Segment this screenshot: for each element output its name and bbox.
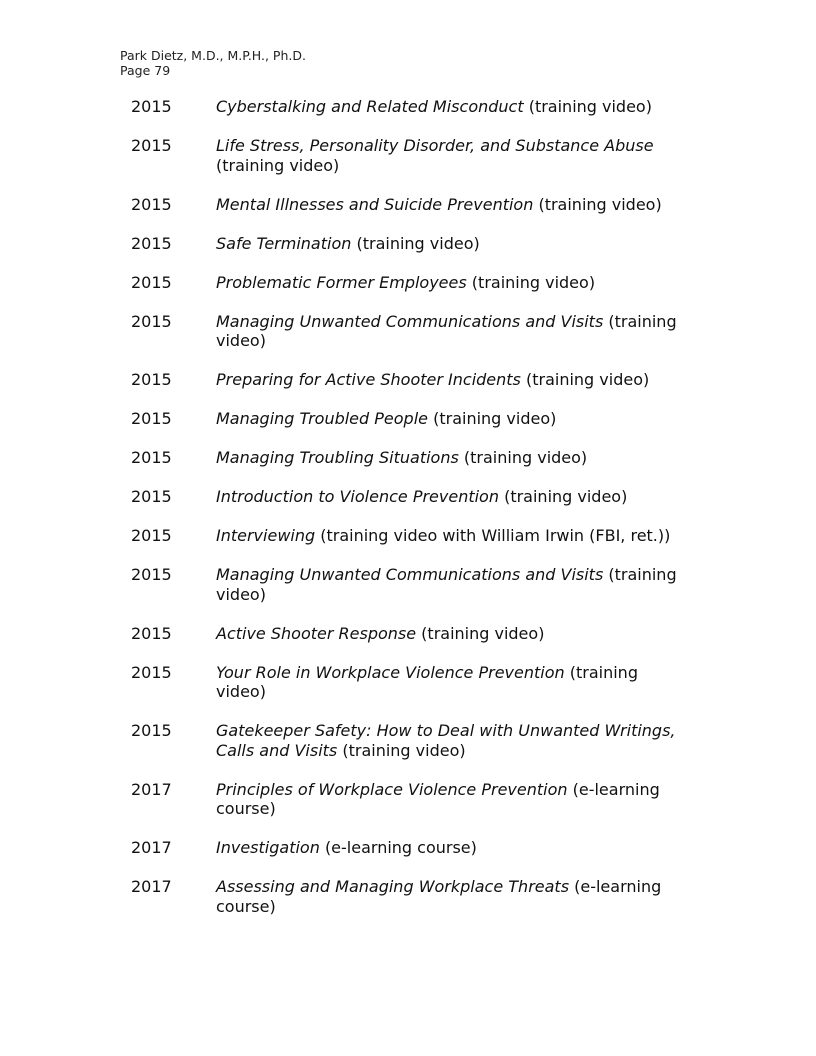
- page-header: [120, 48, 306, 78]
- entry-description: [216, 370, 690, 390]
- entry-description: [216, 409, 690, 429]
- list-item: [131, 136, 721, 175]
- entry-title: Managing Troubling Situations: [216, 448, 459, 468]
- entry-format: (training video): [216, 662, 638, 702]
- list-item: [131, 780, 721, 819]
- entry-title: Gatekeeper Safety: How to Deal with Unwanted Writings, Calls and Visits: [216, 721, 676, 760]
- entry-title: Safe Termination: [216, 233, 352, 253]
- entry-format: (training video): [525, 370, 650, 390]
- entry-year: 2015: [131, 623, 172, 643]
- entry-description: [216, 624, 690, 644]
- entry-description: [216, 195, 690, 215]
- entry-format: (training video with William Irwin (FBI, ret.)): [320, 526, 671, 546]
- entry-format: (training video): [216, 155, 340, 175]
- entry-title: Managing Troubled People: [216, 409, 428, 429]
- entry-description: [216, 526, 690, 546]
- list-item: [131, 370, 721, 390]
- entry-description: [216, 663, 690, 702]
- entry-format: (training video): [471, 272, 596, 292]
- list-item: [131, 312, 721, 351]
- list-item: [131, 448, 721, 468]
- list-item: [131, 663, 721, 702]
- list-item: [131, 195, 721, 215]
- list-item: [131, 273, 721, 293]
- list-item: [131, 409, 721, 429]
- list-item: [131, 487, 721, 507]
- list-item: [131, 565, 721, 604]
- entry-year: 2015: [131, 135, 172, 155]
- entry-description: [216, 780, 690, 819]
- list-item: [131, 877, 721, 916]
- entry-title: Interviewing: [216, 526, 316, 546]
- entry-year: 2015: [131, 565, 172, 585]
- entry-format: (e-learning course): [216, 877, 662, 916]
- entry-year: 2015: [131, 370, 172, 390]
- entry-description: [216, 136, 690, 175]
- list-item: [131, 838, 721, 858]
- entry-description: [216, 97, 690, 117]
- entry-format: (training video): [463, 448, 588, 468]
- entry-year: 2015: [131, 662, 172, 682]
- entry-description: [216, 487, 690, 507]
- list-item: [131, 526, 721, 546]
- entry-year: 2015: [131, 272, 172, 292]
- entry-format: (training video): [538, 194, 662, 214]
- author-name: Park Dietz, M.D., M.P.H., Ph.D.: [120, 48, 306, 63]
- entry-format: (training video): [216, 311, 677, 351]
- list-item: [131, 97, 721, 117]
- entry-format: (training video): [433, 409, 557, 429]
- entry-format: (training video): [528, 97, 652, 116]
- entry-title: Assessing and Managing Workplace Threats: [216, 877, 570, 897]
- list-item: [131, 234, 721, 254]
- entry-description: [216, 448, 690, 468]
- entry-description: [216, 565, 690, 604]
- entry-year: 2017: [131, 779, 172, 799]
- entry-description: [216, 312, 690, 351]
- entry-title: Principles of Workplace Violence Prevention: [216, 779, 568, 799]
- entry-title: Life Stress, Personality Disorder, and Substance Abuse: [216, 135, 654, 155]
- entry-year: 2017: [131, 838, 172, 858]
- entry-title: Mental Illnesses and Suicide Prevention: [216, 194, 534, 214]
- entry-year: 2015: [131, 97, 172, 116]
- entry-format: (training video): [356, 233, 480, 253]
- entry-year: 2015: [131, 233, 172, 253]
- entry-title: Introduction to Violence Prevention: [216, 487, 499, 507]
- entry-description: [216, 877, 690, 916]
- entry-year: 2015: [131, 409, 172, 429]
- entry-title: Active Shooter Response: [216, 623, 417, 643]
- entry-title: Your Role in Workplace Violence Prevention: [216, 662, 565, 682]
- entry-year: 2015: [131, 311, 172, 331]
- list-item: [131, 721, 721, 760]
- entry-title: Problematic Former Employees: [216, 272, 467, 292]
- entry-format: (training video): [216, 565, 677, 604]
- entry-format: (training video): [342, 740, 466, 760]
- entry-description: [216, 273, 690, 293]
- entry-year: 2015: [131, 448, 172, 468]
- entry-year: 2015: [131, 526, 172, 546]
- entry-title: Managing Unwanted Communications and Visits: [216, 311, 604, 331]
- entry-title: Investigation: [216, 838, 320, 858]
- list-item: [131, 624, 721, 644]
- entry-description: [216, 838, 690, 858]
- entry-description: [216, 234, 690, 254]
- entry-year: 2015: [131, 721, 172, 741]
- entry-title: Preparing for Active Shooter Incidents: [216, 370, 521, 390]
- page-number: Page 79: [120, 63, 171, 78]
- entry-title: Managing Unwanted Communications and Visits: [216, 565, 604, 585]
- entry-format: (e-learning course): [216, 779, 660, 819]
- entry-list: [131, 97, 721, 936]
- entry-year: 2017: [131, 877, 172, 897]
- entry-description: [216, 721, 690, 760]
- entry-format: (training video): [504, 487, 628, 507]
- entry-year: 2015: [131, 487, 172, 507]
- entry-format: (training video): [421, 623, 545, 643]
- entry-year: 2015: [131, 194, 172, 214]
- entry-format: (e-learning course): [324, 838, 477, 858]
- entry-title: Cyberstalking and Related Misconduct: [216, 97, 524, 116]
